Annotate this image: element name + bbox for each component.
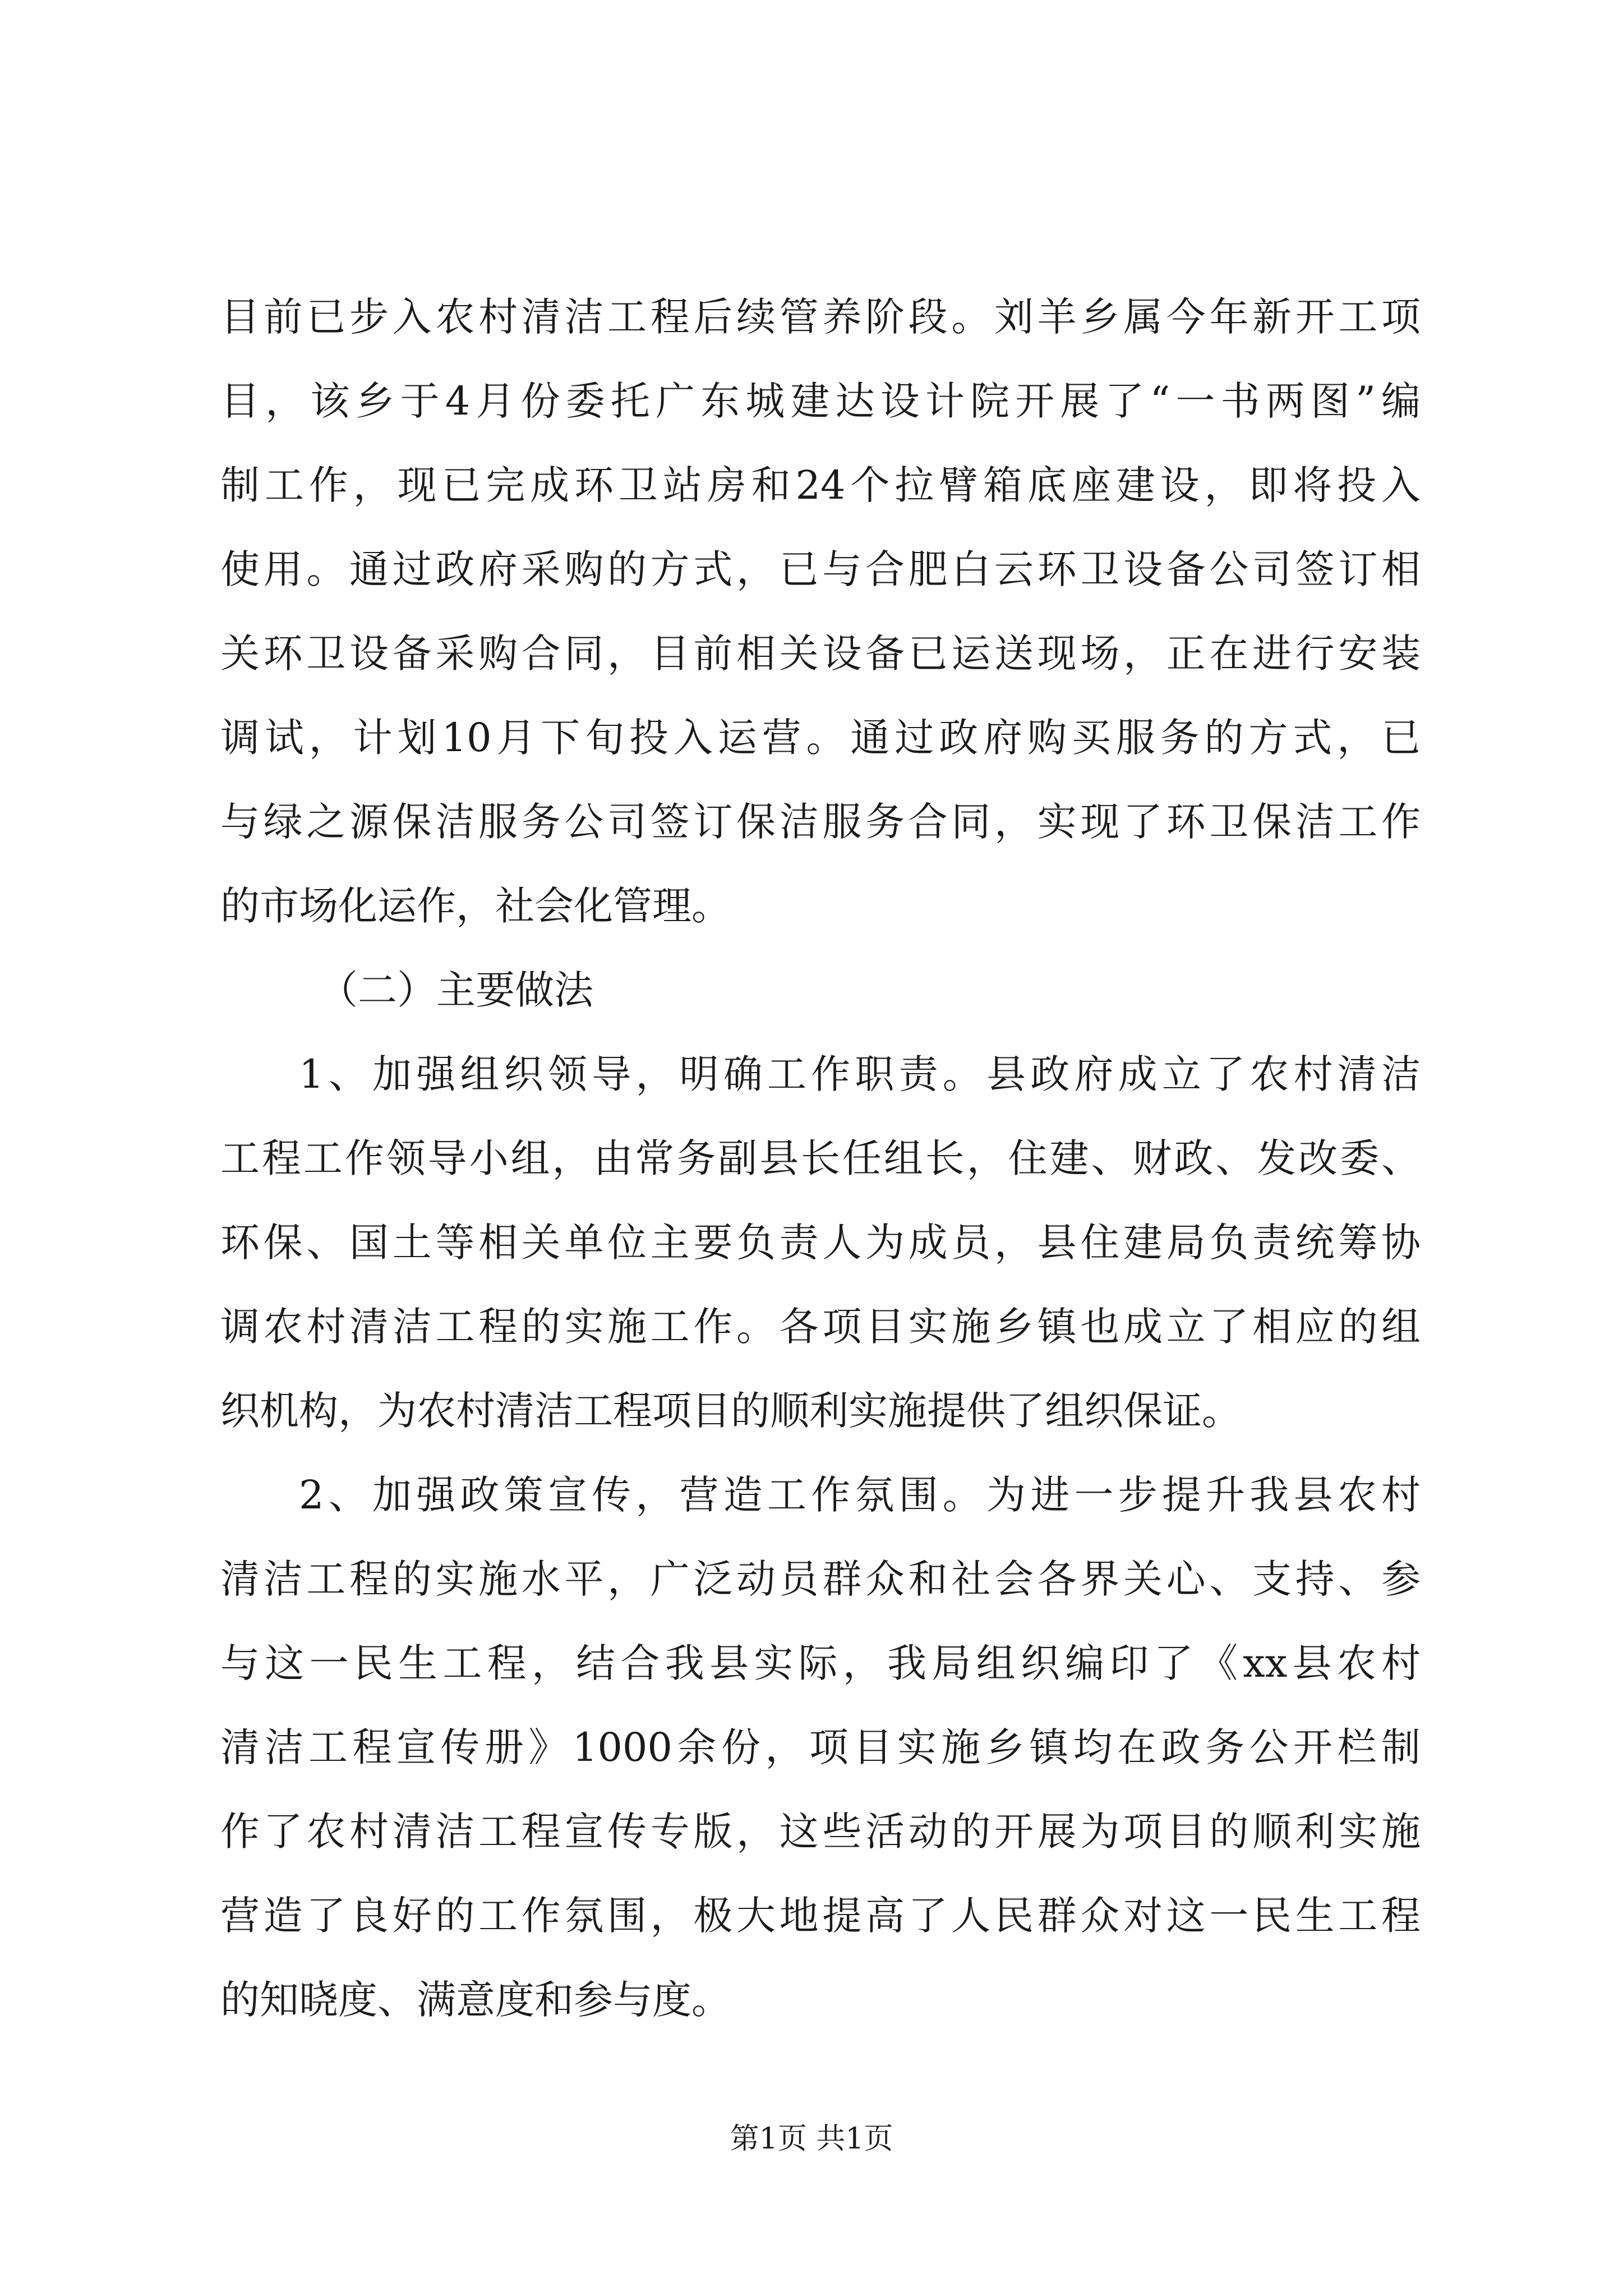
paragraph-line: 与这一民生工程，结合我县实际，我局组织编印了《xx县农村 (220, 1640, 1421, 1686)
document-body (220, 275, 1421, 2042)
paragraph-line: 制工作，现已完成环卫站房和24个拉臂箱底座建设，即将投入 (220, 462, 1421, 508)
paragraph-line: 工程工作领导小组，由常务副县长任组长，住建、财政、发改委、 (220, 1135, 1421, 1181)
paragraph-line: 环保、国土等相关单位主要负责人为成员，县住建局负责统筹协 (220, 1220, 1421, 1266)
paragraph (220, 275, 1421, 948)
paragraph-line: 的市场化运作，社会化管理。 (220, 883, 731, 929)
paragraph-line: 目，该乡于4月份委托广东城建达设计院开展了“一书两图”编 (220, 378, 1421, 424)
section-heading (220, 948, 1421, 1032)
paragraph-line: 作了农村清洁工程宣传专版，这些活动的开展为项目的顺利实施 (220, 1809, 1421, 1855)
page-footer: 第1页 共1页 (730, 2122, 893, 2156)
paragraph-line: 织机构，为农村清洁工程项目的顺利实施提供了组织保证。 (220, 1388, 1241, 1434)
paragraph (220, 1032, 1421, 1453)
paragraph-line: 1、加强组织领导，明确工作职责。县政府成立了农村清洁 (299, 1051, 1421, 1097)
paragraph-line: 2、加强政策宣传，营造工作氛围。为进一步提升我县农村 (299, 1472, 1421, 1518)
paragraph-line: 调农村清洁工程的实施工作。各项目实施乡镇也成立了相应的组 (220, 1304, 1421, 1350)
paragraph-line: 与绿之源保洁服务公司签订保洁服务合同，实现了环卫保洁工作 (220, 799, 1421, 845)
paragraph-line: 的知晓度、满意度和参与度。 (220, 1977, 731, 2023)
paragraph-line: 清洁工程宣传册》1000余份，项目实施乡镇均在政务公开栏制 (220, 1724, 1421, 1770)
paragraph-line: 目前已步入农村清洁工程后续管养阶段。刘羊乡属今年新开工项 (220, 294, 1421, 340)
section-heading-text: （二）主要做法 (319, 967, 593, 1013)
paragraph-line: 关环卫设备采购合同，目前相关设备已运送现场，正在进行安装 (220, 631, 1421, 677)
paragraph-line: 使用。通过政府采购的方式，已与合肥白云环卫设备公司签订相 (220, 546, 1421, 592)
paragraph-line: 清洁工程的实施水平，广泛动员群众和社会各界关心、支持、参 (220, 1556, 1421, 1602)
paragraph-line: 调试，计划10月下旬投入运营。通过政府购买服务的方式，已 (220, 715, 1421, 761)
paragraph (220, 1453, 1421, 2042)
paragraph-line: 营造了良好的工作氛围，极大地提高了人民群众对这一民生工程 (220, 1893, 1421, 1939)
